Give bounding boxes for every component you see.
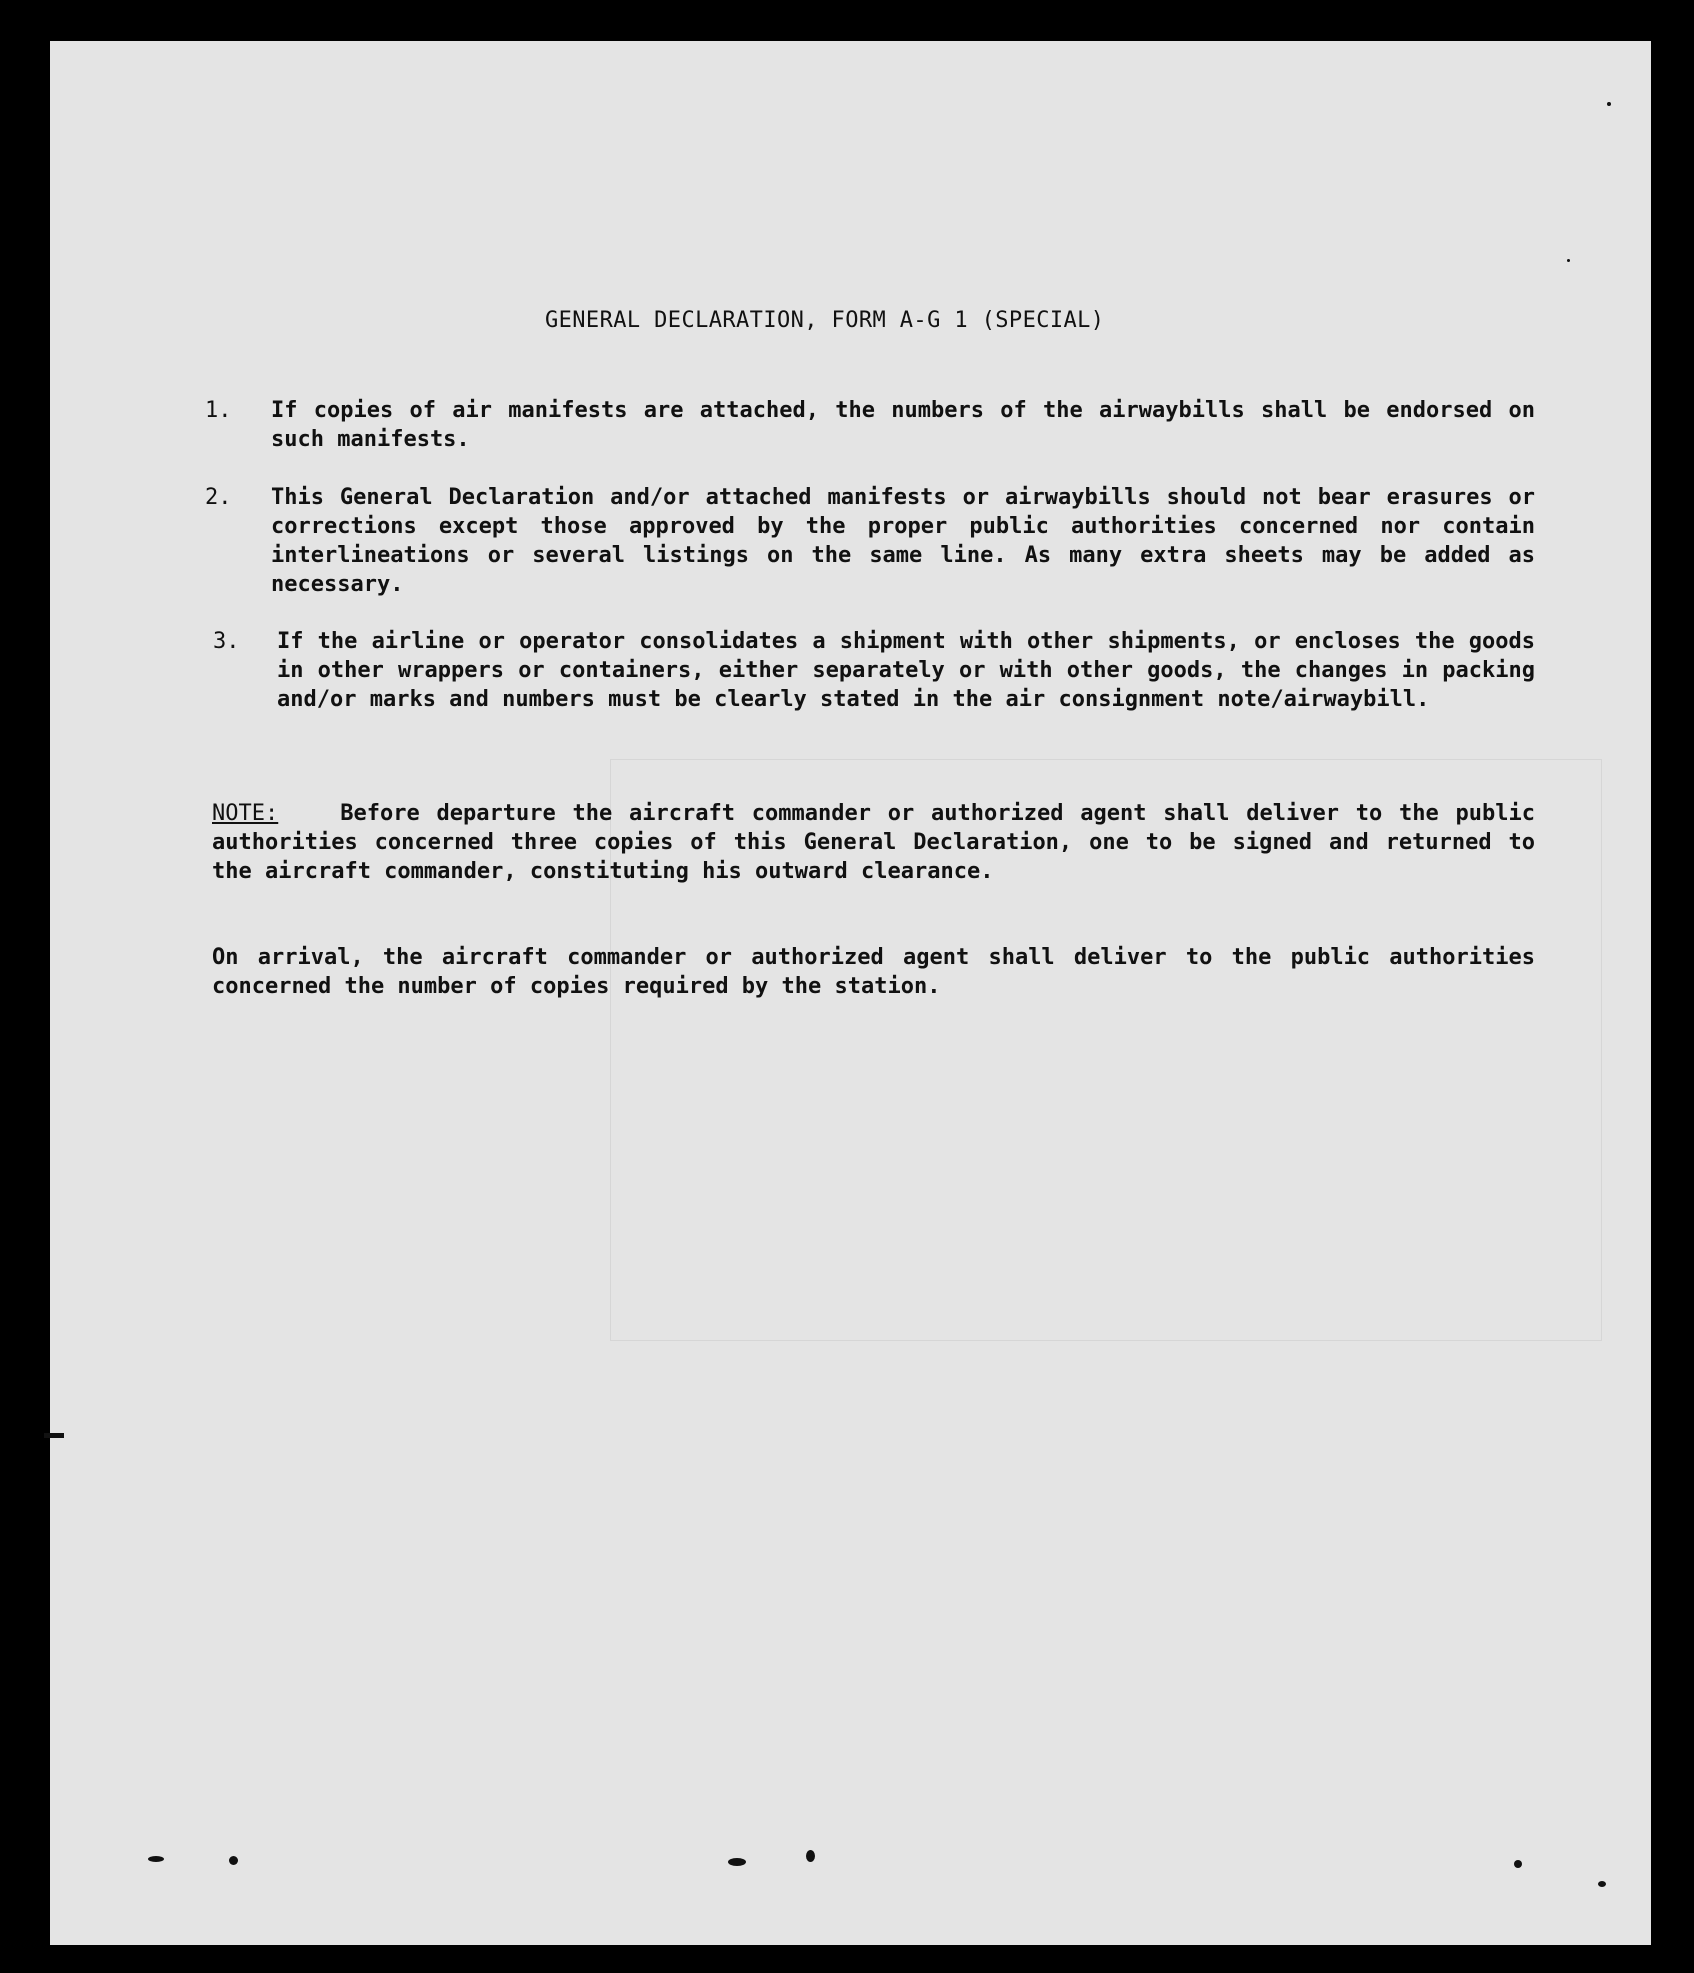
list-item [205, 627, 1535, 747]
list-item-text: If the airline or operator consolidates a shipment with other shipments, or encloses the goods in other wrappers or containers, either separately or with other goods, the changes in packing and/or marks and numbers must be clearly stated in the air consignment note/airwaybill. [277, 629, 1535, 712]
list-item [205, 483, 1535, 603]
scan-speck [806, 1850, 815, 1862]
scan-speck [1607, 102, 1611, 106]
list-item-number: 3. [213, 629, 240, 654]
scan-speck [148, 1856, 164, 1862]
arrival-paragraph: On arrival, the aircraft commander or authorized agent shall deliver to the public authorities concerned the number of copies required by the station. [212, 945, 1535, 999]
note-text: Before departure the aircraft commander or authorized agent shall deliver to the public authorities concerned three copies of this General Declaration, one to be signed and returned to the aircraft commander, constituting his outward clearance. [212, 801, 1535, 884]
list-item-number: 2. [205, 485, 232, 510]
note-paragraph [212, 799, 1535, 886]
list-item-text: If copies of air manifests are attached, the numbers of the airwaybills shall be endorsed on such manifests. [271, 398, 1535, 452]
scan-speck [229, 1856, 238, 1865]
list-item-number: 1. [205, 398, 232, 423]
scan-speck [1567, 259, 1570, 262]
note-label: NOTE: [212, 801, 279, 826]
list-item-text: This General Declaration and/or attached manifests or airwaybills should not bear erasures or corrections except those approved by the proper public authorities concerned nor contain interlineations or several listings on the same line. As many extra sheets may be added as necessary. [271, 485, 1535, 597]
scan-mark [44, 1433, 64, 1438]
scan-speck [728, 1858, 746, 1866]
list-item [205, 396, 1535, 456]
scan-speck [1514, 1860, 1522, 1868]
scan-speck [1598, 1881, 1606, 1887]
page-title: GENERAL DECLARATION, FORM A-G 1 (SPECIAL) [545, 308, 1105, 333]
